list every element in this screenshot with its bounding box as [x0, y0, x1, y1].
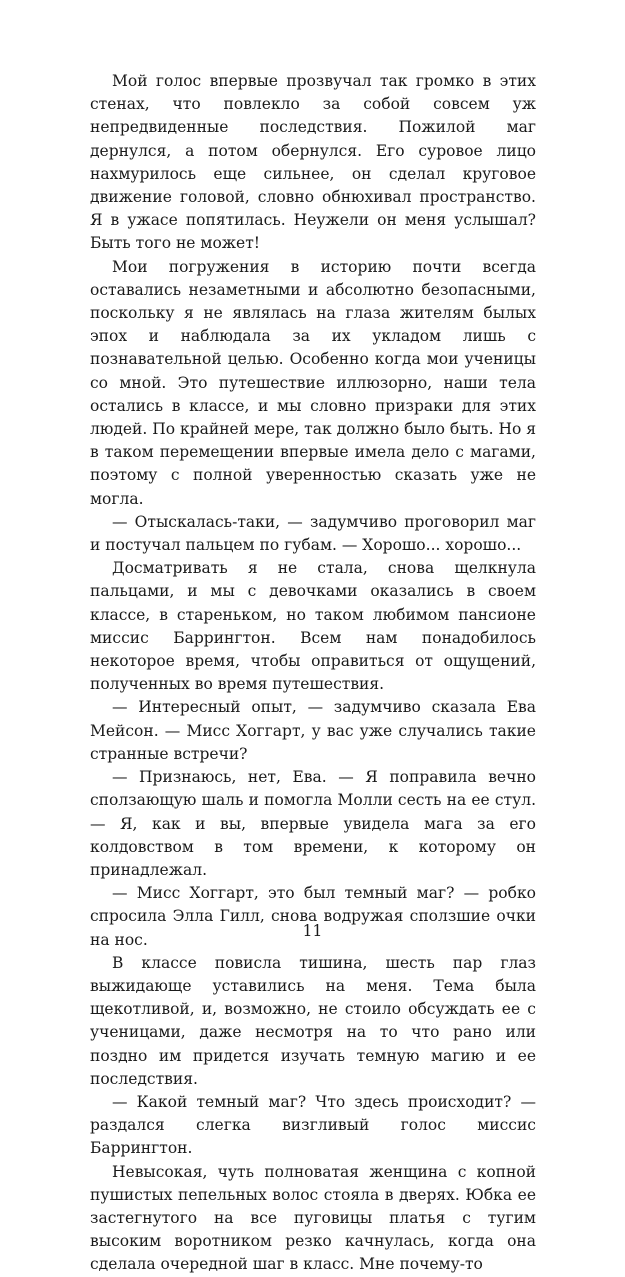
paragraph-7: — Мисс Хоггарт, это был темный маг? — робко спросила Элла Гилл, снова водружая сползшие очки на нос.: [90, 884, 536, 949]
paragraph-8: В классе повисла тишина, шесть пар глаз выжидающе уставились на меня. Тема была щекотливой, и, возможно, не стоило обсуждать ее с ученицами, даже несмотря на то что рано или поздно им придется изучать темную магию и ее последствия.: [90, 953, 536, 1088]
paragraph-1: Мой голос впервые прозвучал так громко в этих стенах, что повлекло за собой совсем уж непредвиденные последствия. Пожилой маг дернулся, а потом обернулся. Его суровое лицо нахмурилось еще сильнее, он сделал круговое движение головой, словно обнюхивал пространство. Я в ужасе попятилась. Неужели он меня услышал? Быть того не может!: [90, 72, 536, 253]
paragraph-3: — Отыскалась-таки, — задумчиво проговорил маг и постучал пальцем по губам. — Хорошо... хорошо...: [90, 512, 536, 555]
paragraph-4: Досматривать я не стала, снова щелкнула пальцами, и мы с девочками оказались в своем классе, в стареньком, но таком любимом пансионе миссис Баррингтон. Всем нам понадобилось некоторое время, чтобы оправиться от ощущений, полученных во время путешествия.: [90, 559, 536, 694]
page-number: 11: [302, 922, 323, 940]
body-text: [90, 70, 536, 1277]
paragraph-5: — Интересный опыт, — задумчиво сказала Ева Мейсон. — Мисс Хоггарт, у вас уже случались такие странные встречи?: [90, 698, 536, 763]
paragraph-2: Мои погружения в историю почти всегда оставались незаметными и абсолютно безопасными, поскольку я не являлась на глаза жителям былых эпох и наблюдала за их укладом лишь с познавательной целью. Особенно когда мои ученицы со мной. Это путешествие иллюзорно, наши тела остались в классе, и мы словно призраки для этих людей. По крайней мере, так должно было быть. Но я в таком перемещении впервые имела дело с магами, поэтому с полной уверенностью сказать уже не могла.: [90, 257, 537, 508]
paragraph-9: — Какой темный маг? Что здесь происходит? — раздался слегка визгливый голос миссис Баррингтон.: [90, 1092, 536, 1158]
paragraph-6: — Признаюсь, нет, Ева. — Я поправила вечно сползающую шаль и помогла Молли сесть на ее стул. — Я, как и вы, впервые увидела мага за его колдовством в том времени, к которому он принадлежал.: [90, 768, 536, 879]
paragraph-10: Невысокая, чуть полноватая женщина с копной пушистых пепельных волос стояла в дверях. Юбка ее застегнутого на все пуговицы платья с тугим высоким воротником резко качнулась, когда она сделала очередной шаг в класс. Мне почему-то: [90, 1162, 536, 1274]
